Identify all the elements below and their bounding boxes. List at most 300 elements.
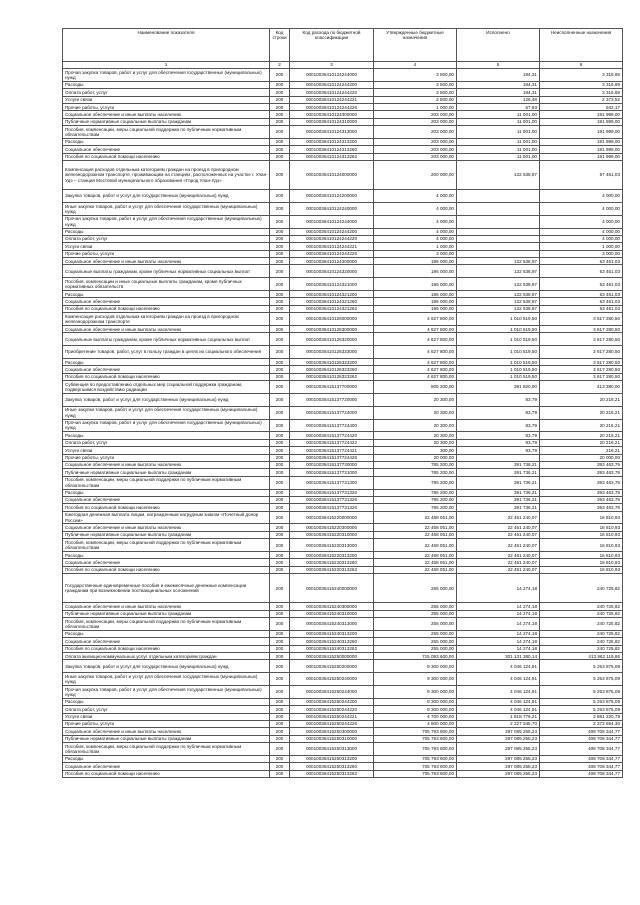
unexecuted-amount-cell: 5 253 875,09 (540, 673, 623, 686)
unexecuted-amount-cell: 191 999,00 (540, 153, 623, 160)
budget-code-cell: 00010036415137730000 (290, 461, 374, 468)
indicator-name-cell: Расходы (63, 489, 270, 496)
line-code-cell: 200 (270, 685, 290, 698)
executed-amount-cell (457, 228, 540, 235)
executed-amount-cell (457, 215, 540, 228)
executed-amount-cell: 22 451 240,07 (457, 524, 540, 531)
unexecuted-amount-cell: 240 725,82 (540, 603, 623, 610)
budget-code-cell: 00010036415137731320 (290, 489, 374, 496)
line-code-cell: 200 (270, 89, 290, 96)
budget-code-cell: 00010036415220313000 (290, 539, 374, 552)
table-row (63, 469, 623, 476)
executed-amount-cell: 11 001,00 (457, 153, 540, 160)
budget-code-cell: 00010036415220000000 (290, 511, 374, 524)
line-code-cell: 200 (270, 447, 290, 454)
indicator-name-cell: Оплата работ, услуг (63, 235, 270, 242)
table-row (63, 202, 623, 215)
unexecuted-amount-cell: 2 881 220,79 (540, 713, 623, 720)
unexecuted-amount-cell: 1 000,00 (540, 243, 623, 250)
executed-amount-cell: 132 538,97 (457, 258, 540, 265)
table-row (63, 235, 623, 242)
indicator-name-cell: Социальное обеспечение (63, 298, 270, 305)
executed-amount-cell: 1 010 519,50 (457, 359, 540, 366)
executed-amount-cell (457, 243, 540, 250)
table-row (63, 333, 623, 346)
line-code-cell: 200 (270, 393, 290, 406)
indicator-name-cell: Расходы (63, 698, 270, 705)
indicator-name-cell: Расходы (63, 81, 270, 88)
indicator-name-cell: Прочие работы, услуги (63, 250, 270, 257)
unexecuted-amount-cell: 3 617 280,50 (540, 373, 623, 380)
budget-code-cell: 00010036415240313200 (290, 630, 374, 637)
table-row (63, 743, 623, 756)
table-row (63, 258, 623, 265)
executed-amount-cell: 391 736,21 (457, 461, 540, 468)
budget-code-cell: 00010036415240000000 (290, 574, 374, 603)
indicator-name-cell: Услуги связи (63, 447, 270, 454)
table-row (63, 763, 623, 770)
unexecuted-amount-cell: 408 708 344,77 (540, 763, 623, 770)
unexecuted-amount-cell: 5 253 875,09 (540, 685, 623, 698)
table-row (63, 118, 623, 125)
executed-amount-cell: 1 010 519,50 (457, 313, 540, 326)
approved-amount-cell: 20 300,00 (374, 432, 457, 439)
approved-amount-cell: 705 793 600,00 (374, 728, 457, 735)
line-code-cell: 200 (270, 406, 290, 419)
budget-code-cell: 00010036415220313200 (290, 552, 374, 559)
unexecuted-amount-cell: 63 461,03 (540, 258, 623, 265)
indicator-name-cell: Прочая закупка товаров, работ и услуг для обеспечения государственных (муниципальных) нужд (63, 685, 270, 698)
table-row (63, 531, 623, 538)
indicator-name-cell: Прочие работы, услуги (63, 103, 270, 110)
indicator-name-cell: Социальное обеспечение (63, 559, 270, 566)
budget-code-cell: 00010036410126323200 (290, 359, 374, 366)
indicator-name-cell: Социальное обеспечение и иные выплаты населению (63, 524, 270, 531)
indicator-name-cell: Субвенция по предоставлению отдельных мер социальной поддержки гражданам, подвергшимся воздействию радиации (63, 381, 270, 394)
indicator-name-cell: Расходы (63, 228, 270, 235)
executed-amount-cell: 391 736,21 (457, 504, 540, 511)
table-row (63, 603, 623, 610)
indicator-name-cell: Социальное обеспечение и иные выплаты населению (63, 111, 270, 118)
executed-amount-cell: 132 538,97 (457, 265, 540, 278)
line-code-cell: 200 (270, 96, 290, 103)
unexecuted-amount-cell: 4 000,00 (540, 228, 623, 235)
budget-code-cell: 00010036410124240000 (290, 202, 374, 215)
budget-code-cell: 00010036415137731326 (290, 496, 374, 503)
approved-amount-cell: 1 000,00 (374, 243, 457, 250)
executed-amount-cell: 132 538,97 (457, 298, 540, 305)
line-code-cell: 200 (270, 531, 290, 538)
line-code-cell: 200 (270, 202, 290, 215)
table-body (63, 69, 623, 778)
approved-amount-cell: 4 627 800,00 (374, 373, 457, 380)
approved-amount-cell: 4 700 000,00 (374, 713, 457, 720)
budget-code-cell: 00010036415250244226 (290, 720, 374, 727)
table-row (63, 638, 623, 645)
line-code-cell: 200 (270, 190, 290, 203)
budget-code-cell: 00010036410124244221 (290, 243, 374, 250)
executed-amount-cell: 83,79 (457, 447, 540, 454)
approved-amount-cell: 3 500,00 (374, 69, 457, 82)
table-row (63, 618, 623, 631)
table-row (63, 346, 623, 359)
approved-amount-cell: 9 300 000,00 (374, 706, 457, 713)
line-code-cell: 200 (270, 313, 290, 326)
executed-amount-cell: 14 274,18 (457, 645, 540, 652)
unexecuted-amount-cell: 3 315,69 (540, 89, 623, 96)
indicator-name-cell: Социальное обеспечение (63, 763, 270, 770)
indicator-name-cell: Иные закупки товаров, работ и услуг для обеспечения государственных (муниципальных) нужд (63, 202, 270, 215)
indicator-name-cell: Пособия по социальной помощи населению (63, 504, 270, 511)
indicator-name-cell: Услуги связи (63, 243, 270, 250)
approved-amount-cell: 3 000,00 (374, 250, 457, 257)
budget-code-cell: 00010036415137724421 (290, 447, 374, 454)
budget-code-cell: 00010036410124244226 (290, 250, 374, 257)
approved-amount-cell: 22 468 051,00 (374, 524, 457, 531)
budget-code-cell: 00010036410124313260 (290, 146, 374, 153)
executed-amount-cell: 391 736,21 (457, 476, 540, 489)
approved-amount-cell: 255 000,00 (374, 630, 457, 637)
indicator-name-cell: Закупка товаров, работ и услуг для государственных (муниципальных) нужд (63, 660, 270, 673)
unexecuted-amount-cell: 393 463,79 (540, 476, 623, 489)
executed-amount-cell (457, 202, 540, 215)
line-code-cell: 200 (270, 539, 290, 552)
table-row (63, 511, 623, 524)
table-row (63, 161, 623, 190)
line-code-cell: 200 (270, 432, 290, 439)
approved-amount-cell: 255 000,00 (374, 610, 457, 617)
table-row (63, 476, 623, 489)
table-row (63, 146, 623, 153)
unexecuted-amount-cell: 20 216,21 (540, 439, 623, 446)
indicator-name-cell: Прочая закупка товаров, работ и услуг для обеспечения государственных (муниципальных) нужд (63, 69, 270, 82)
budget-code-cell: 00010036415240310000 (290, 610, 374, 617)
executed-amount-cell: 391 736,21 (457, 489, 540, 496)
budget-code-cell: 00010036415220313262 (290, 566, 374, 573)
table-row (63, 630, 623, 637)
table-row (63, 706, 623, 713)
unexecuted-amount-cell: 63 461,03 (540, 265, 623, 278)
budget-code-cell: 00010036415137731300 (290, 476, 374, 489)
executed-amount-cell: 14 274,18 (457, 618, 540, 631)
executed-amount-cell (457, 454, 540, 461)
approved-amount-cell: 785 200,00 (374, 476, 457, 489)
executed-amount-cell: 83,79 (457, 419, 540, 432)
table-row (63, 406, 623, 419)
budget-code-cell: 00010036415240313000 (290, 618, 374, 631)
executed-amount-cell: 11 001,00 (457, 111, 540, 118)
unexecuted-amount-cell: 63 461,03 (540, 305, 623, 312)
executed-amount-cell: 11 001,00 (457, 126, 540, 139)
budget-code-cell: 00010036415220310000 (290, 531, 374, 538)
unexecuted-amount-cell: 2 373,52 (540, 96, 623, 103)
executed-amount-cell: 391 736,21 (457, 496, 540, 503)
approved-amount-cell: 196 000,00 (374, 278, 457, 291)
approved-amount-cell: 203 000,00 (374, 153, 457, 160)
approved-amount-cell: 255 000,00 (374, 603, 457, 610)
table-row (63, 539, 623, 552)
budget-code-cell: 00010036415250313262 (290, 770, 374, 777)
line-code-cell: 200 (270, 763, 290, 770)
line-code-cell: 200 (270, 291, 290, 298)
executed-amount-cell: 297 085 255,23 (457, 743, 540, 756)
budget-code-cell: 00010036410126000000 (290, 313, 374, 326)
unexecuted-amount-cell: 5 253 875,09 (540, 698, 623, 705)
unexecuted-amount-cell: 16 810,93 (540, 566, 623, 573)
budget-code-cell: 00010036410124244221 (290, 96, 374, 103)
executed-amount-cell: 83,79 (457, 432, 540, 439)
approved-amount-cell: 196 000,00 (374, 265, 457, 278)
executed-amount-cell: 297 085 255,23 (457, 763, 540, 770)
budget-code-cell: 00010036410124200000 (290, 190, 374, 203)
unexecuted-amount-cell: 240 725,82 (540, 618, 623, 631)
executed-amount-cell: 83,79 (457, 393, 540, 406)
executed-amount-cell: 1 010 519,50 (457, 366, 540, 373)
line-code-cell: 200 (270, 728, 290, 735)
budget-code-cell: 00010036415250000000 (290, 652, 374, 659)
line-code-cell: 200 (270, 366, 290, 373)
column-index: 1 (63, 62, 270, 69)
line-code-cell: 200 (270, 469, 290, 476)
line-code-cell: 200 (270, 454, 290, 461)
indicator-name-cell: Ежегодная денежная выплата лицам, награжденным нагрудным знаком «Почетный донор России» (63, 511, 270, 524)
indicator-name-cell: Пособия, компенсации, меры социальной поддержки по публичным нормативным обязательствам (63, 476, 270, 489)
unexecuted-amount-cell: 191 999,00 (540, 118, 623, 125)
budget-code-cell: 00010036410126300000 (290, 326, 374, 333)
unexecuted-amount-cell: 240 725,82 (540, 630, 623, 637)
budget-code-cell: 00010036410124313200 (290, 138, 374, 145)
table-row (63, 305, 623, 312)
header-row (63, 29, 623, 62)
unexecuted-amount-cell: 16 810,93 (540, 511, 623, 524)
budget-code-cell: 00010036415137724400 (290, 419, 374, 432)
indicator-name-cell: Социальные выплаты гражданам, кроме публичных нормативных социальных выплат (63, 333, 270, 346)
indicator-name-cell: Расходы (63, 138, 270, 145)
executed-amount-cell: 22 451 240,07 (457, 566, 540, 573)
approved-amount-cell: 22 468 051,00 (374, 531, 457, 538)
budget-code-cell: 00010036410124244000 (290, 215, 374, 228)
line-code-cell: 200 (270, 720, 290, 727)
budget-code-cell: 00010036415137724426 (290, 454, 374, 461)
budget-code-cell: 00010036410124244226 (290, 103, 374, 110)
table-row (63, 447, 623, 454)
executed-amount-cell: 14 274,18 (457, 638, 540, 645)
executed-amount-cell: 126,48 (457, 96, 540, 103)
approved-amount-cell: 255 000,00 (374, 645, 457, 652)
indicator-name-cell: Социальное обеспечение и иные выплаты населению (63, 258, 270, 265)
line-code-cell: 200 (270, 552, 290, 559)
executed-amount-cell: 83,79 (457, 439, 540, 446)
executed-amount-cell: 184,31 (457, 81, 540, 88)
table-row (63, 419, 623, 432)
executed-amount-cell: 4 046 124,91 (457, 660, 540, 673)
table-row (63, 215, 623, 228)
indicator-name-cell: Государственные единовременные пособия и ежемесячные денежные компенсации гражданам при возникновении поствакцинальных осложнений (63, 574, 270, 603)
table-row (63, 381, 623, 394)
line-code-cell: 200 (270, 496, 290, 503)
budget-code-cell: 00010036415137724420 (290, 432, 374, 439)
executed-amount-cell: 4 046 124,91 (457, 706, 540, 713)
approved-amount-cell: 20 300,00 (374, 419, 457, 432)
executed-amount-cell: 391 736,21 (457, 469, 540, 476)
header-executed: Исполнено (457, 29, 540, 62)
executed-amount-cell: 297 085 255,23 (457, 728, 540, 735)
table-row (63, 673, 623, 686)
executed-amount-cell: 184,31 (457, 69, 540, 82)
unexecuted-amount-cell: 408 708 344,77 (540, 735, 623, 742)
unexecuted-amount-cell: 20 216,21 (540, 393, 623, 406)
approved-amount-cell: 22 468 051,00 (374, 559, 457, 566)
approved-amount-cell: 4 627 800,00 (374, 359, 457, 366)
approved-amount-cell: 4 000,00 (374, 190, 457, 203)
table-row (63, 81, 623, 88)
budget-code-cell: 00010036410124321200 (290, 291, 374, 298)
table-row (63, 685, 623, 698)
executed-amount-cell (457, 235, 540, 242)
indicator-name-cell: Компенсация расходов отдельным категориям граждан на проезд в пригородном железнодорожном транспорте, проживающим на станциях, расположенных на участке г. Улан-Удэ – станция Мостовой муниципального образования «Город Улан-Удэ» (63, 161, 270, 190)
table-row (63, 103, 623, 110)
indicator-name-cell: Публичные нормативные социальные выплаты гражданам (63, 735, 270, 742)
approved-amount-cell: 4 000,00 (374, 215, 457, 228)
table-row (63, 439, 623, 446)
table-row (63, 359, 623, 366)
indicator-name-cell: Прочая закупка товаров, работ и услуг для обеспечения государственных (муниципальных) нужд (63, 419, 270, 432)
unexecuted-amount-cell: 240 725,82 (540, 638, 623, 645)
column-index: 4 (374, 62, 457, 69)
line-code-cell: 200 (270, 69, 290, 82)
header-unexecuted: Неисполненные назначения (540, 29, 623, 62)
indicator-name-cell: Компенсация расходов отдельным категориям граждан на проезд в пригородном железнодорожном транспорте (63, 313, 270, 326)
table-row (63, 660, 623, 673)
line-code-cell: 200 (270, 603, 290, 610)
unexecuted-amount-cell: 408 708 344,77 (540, 770, 623, 777)
unexecuted-amount-cell: 20 216,21 (540, 406, 623, 419)
table-row (63, 291, 623, 298)
table-row (63, 524, 623, 531)
budget-code-cell: 00010036410124310000 (290, 118, 374, 125)
approved-amount-cell: 705 793 600,00 (374, 755, 457, 762)
approved-amount-cell: 20 300,00 (374, 406, 457, 419)
budget-code-cell: 00010036415250240000 (290, 673, 374, 686)
budget-code-cell: 00010036415250244000 (290, 685, 374, 698)
line-code-cell: 200 (270, 146, 290, 153)
indicator-name-cell: Расходы (63, 291, 270, 298)
unexecuted-amount-cell: 4 000,00 (540, 215, 623, 228)
indicator-name-cell: Публичные нормативные социальные выплаты гражданам (63, 469, 270, 476)
table-header (63, 29, 623, 69)
approved-amount-cell: 4 000,00 (374, 202, 457, 215)
line-code-cell: 200 (270, 618, 290, 631)
approved-amount-cell: 22 468 051,00 (374, 552, 457, 559)
table-row (63, 126, 623, 139)
budget-code-cell: 00010036415240313262 (290, 645, 374, 652)
budget-code-cell: 00010036410124320000 (290, 265, 374, 278)
indicator-name-cell: Услуги связи (63, 96, 270, 103)
indicator-name-cell: Социальное обеспечение (63, 146, 270, 153)
line-code-cell: 200 (270, 346, 290, 359)
table-row (63, 326, 623, 333)
executed-amount-cell: 83,79 (457, 406, 540, 419)
budget-code-cell: 00010036415137731326 (290, 504, 374, 511)
header-line-code: Код строки (270, 29, 290, 62)
indicator-name-cell: Оплата жилищно-коммунальных услуг отдельным категориям граждан (63, 652, 270, 659)
table-row (63, 153, 623, 160)
approved-amount-cell: 300,00 (374, 447, 457, 454)
approved-amount-cell: 785 200,00 (374, 469, 457, 476)
budget-code-cell: 00010036410126323262 (290, 373, 374, 380)
approved-amount-cell: 4 600 000,00 (374, 720, 457, 727)
budget-code-cell: 00010036410126323000 (290, 346, 374, 359)
unexecuted-amount-cell: 240 725,82 (540, 645, 623, 652)
table-row (63, 138, 623, 145)
approved-amount-cell: 2 500,00 (374, 96, 457, 103)
budget-code-cell: 00010036415137724000 (290, 406, 374, 419)
table-row (63, 770, 623, 777)
budget-code-cell: 00010036415250244200 (290, 698, 374, 705)
line-code-cell: 200 (270, 326, 290, 333)
indicator-name-cell: Социальное обеспечение и иные выплаты населению (63, 603, 270, 610)
line-code-cell: 200 (270, 333, 290, 346)
table-row (63, 228, 623, 235)
table-row (63, 373, 623, 380)
line-code-cell: 200 (270, 81, 290, 88)
approved-amount-cell: 196 000,00 (374, 291, 457, 298)
approved-amount-cell: 4 627 800,00 (374, 366, 457, 373)
table-row (63, 366, 623, 373)
line-code-cell: 200 (270, 118, 290, 125)
table-row (63, 89, 623, 96)
budget-code-cell: 00010036415220313260 (290, 559, 374, 566)
unexecuted-amount-cell: 408 708 344,77 (540, 728, 623, 735)
indicator-name-cell: Расходы (63, 552, 270, 559)
approved-amount-cell: 3 500,00 (374, 89, 457, 96)
budget-code-cell: 00010036415137700000 (290, 381, 374, 394)
executed-amount-cell: 14 274,18 (457, 603, 540, 610)
line-code-cell: 200 (270, 439, 290, 446)
unexecuted-amount-cell: 16 810,93 (540, 524, 623, 531)
line-code-cell: 200 (270, 235, 290, 242)
unexecuted-amount-cell: 16 810,93 (540, 531, 623, 538)
executed-amount-cell: 301 131 380,14 (457, 652, 540, 659)
indicator-name-cell: Пособия, компенсации, меры социальной поддержки по публичным нормативным обязательствам (63, 126, 270, 139)
budget-code-cell: 00010036410124244220 (290, 235, 374, 242)
indicator-name-cell: Расходы (63, 630, 270, 637)
executed-amount-cell: 22 451 240,07 (457, 559, 540, 566)
executed-amount-cell: 22 451 240,07 (457, 539, 540, 552)
unexecuted-amount-cell: 191 999,00 (540, 138, 623, 145)
executed-amount-cell (457, 190, 540, 203)
line-code-cell: 200 (270, 298, 290, 305)
executed-amount-cell: 22 451 240,07 (457, 552, 540, 559)
approved-amount-cell: 20 000,00 (374, 454, 457, 461)
approved-amount-cell: 203 000,00 (374, 138, 457, 145)
approved-amount-cell: 705 793 600,00 (374, 743, 457, 756)
line-code-cell: 200 (270, 735, 290, 742)
unexecuted-amount-cell: 20 216,21 (540, 419, 623, 432)
budget-code-cell: 00010036415250244220 (290, 706, 374, 713)
table-row (63, 755, 623, 762)
indicator-name-cell: Социальное обеспечение (63, 496, 270, 503)
line-code-cell: 200 (270, 381, 290, 394)
unexecuted-amount-cell: 16 810,93 (540, 552, 623, 559)
approved-amount-cell: 785 200,00 (374, 461, 457, 468)
line-code-cell: 200 (270, 278, 290, 291)
indicator-name-cell: Приобретение товаров, работ, услуг в пользу граждан в целях их социального обеспечения (63, 346, 270, 359)
indicator-name-cell: Социальное обеспечение и иные выплаты населению (63, 728, 270, 735)
line-code-cell: 200 (270, 770, 290, 777)
unexecuted-amount-cell: 413 962 119,86 (540, 652, 623, 659)
table-row (63, 190, 623, 203)
